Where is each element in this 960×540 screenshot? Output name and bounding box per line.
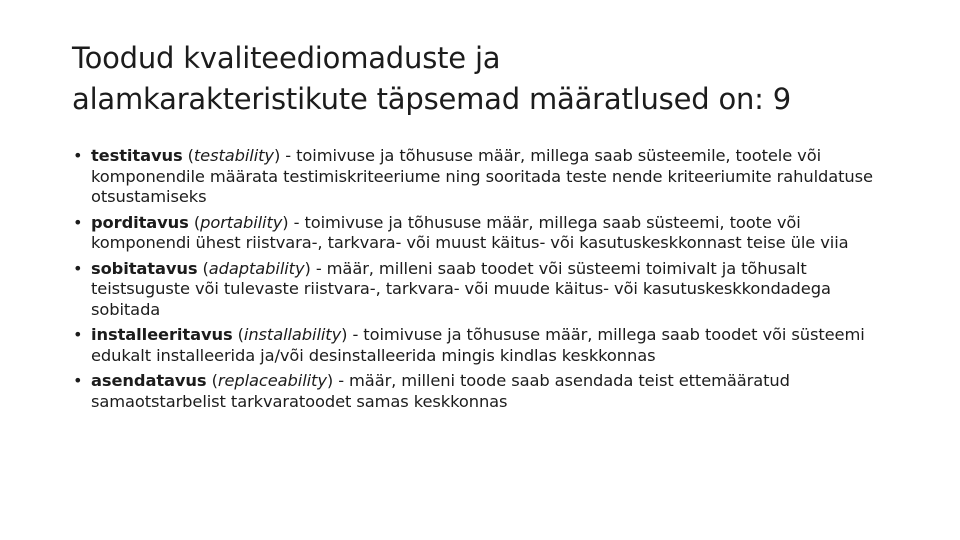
bullet-english-term: replaceability — [217, 371, 327, 390]
bullet-list — [72, 146, 884, 417]
bullet-dot-icon: • — [73, 212, 83, 232]
bullet-term: asendatavus — [91, 371, 207, 390]
bullet-item-sobitatavus — [72, 259, 884, 321]
bullet-open-paren: ( — [197, 258, 209, 278]
bullet-item-porditavus — [72, 213, 884, 254]
bullet-item-installeeritavus — [72, 325, 884, 366]
bullet-open-paren: ( — [206, 371, 218, 390]
bullet-term: installeeritavus — [91, 325, 233, 344]
bullet-english-term: installability — [243, 325, 342, 344]
bullet-dot-icon: • — [73, 258, 83, 278]
title-line-1: Toodud kvaliteediomaduste ja — [72, 41, 501, 75]
bullet-item-asendatavus — [72, 371, 884, 412]
bullet-term: porditavus — [91, 212, 189, 232]
slide-title — [72, 38, 902, 120]
bullet-term: sobitatavus — [91, 258, 198, 278]
bullet-dot-icon: • — [73, 371, 83, 390]
bullet-definition: ) - toimivuse ja tõhususe määr, millega saab süsteemi, toote või komponendi ühest riistvara-, tarkvara- või muust käitus- või kasutuskeskkonnast teise üle viia — [91, 212, 849, 252]
bullet-definition: ) - toimivuse ja tõhususe määr, millega saab süsteemile, tootele või komponendile määrata testimiskriteeriume ning sooritada teste nende kriteeriumite rahuldatuse otsustamiseks — [91, 146, 873, 206]
bullet-english-term: testability — [193, 146, 274, 165]
bullet-term: testitavus — [91, 146, 183, 165]
bullet-dot-icon: • — [73, 146, 83, 165]
bullet-english-term: adaptability — [208, 258, 305, 278]
title-line-2: alamkarakteristikute täpsemad määratlused on: 9 — [72, 82, 792, 116]
bullet-open-paren: ( — [188, 212, 201, 232]
bullet-english-term: portability — [200, 212, 283, 232]
bullet-definition: ) - toimivuse ja tõhususe määr, millega saab toodet või süsteemi edukalt installeerida ja/või desinstalleerida mingis kindlas keskkonnas — [91, 325, 865, 365]
bullet-item-testitavus — [72, 146, 884, 208]
bullet-dot-icon: • — [73, 325, 83, 344]
bullet-definition: ) - määr, milleni toode saab asendada teist ettemääratud samaotstarbelist tarkvaratoodet samas keskkonnas — [91, 371, 790, 411]
bullet-open-paren: ( — [182, 146, 194, 165]
bullet-open-paren: ( — [232, 325, 244, 344]
bullet-definition: ) - määr, milleni saab toodet või süsteemi toimivalt ja tõhusalt teistsuguste või tulevaste riistvara-, tarkvara- või muude käitus- või kasutuskeskkondadega sobitada — [91, 258, 831, 319]
